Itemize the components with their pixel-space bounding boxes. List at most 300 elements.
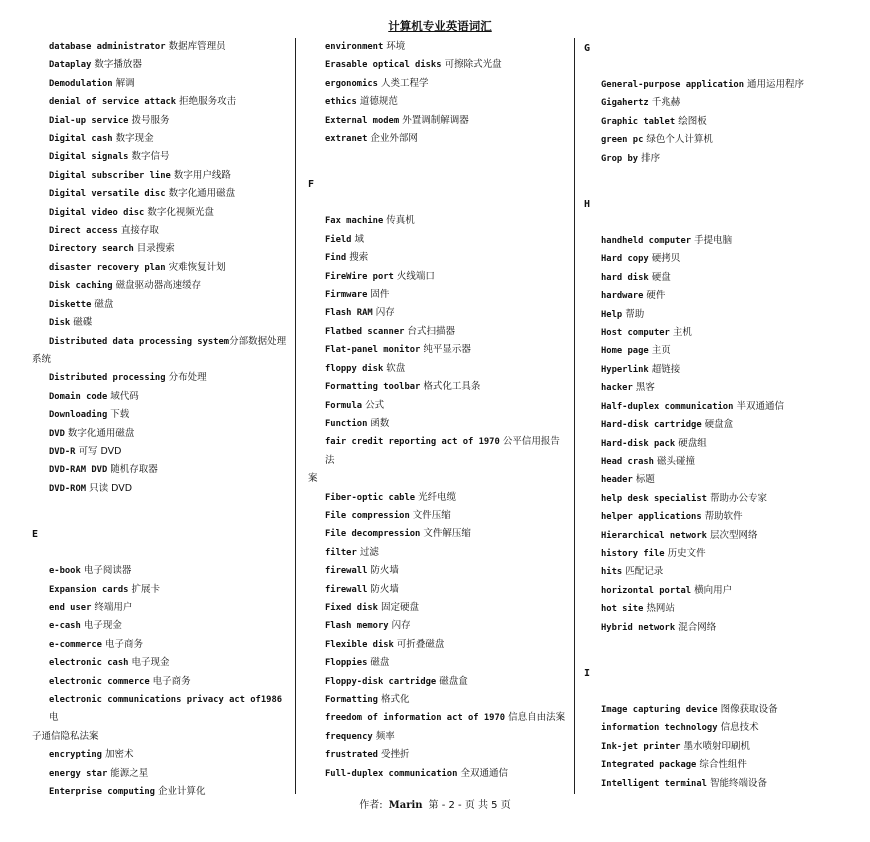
term-chinese: 数字现金 — [115, 133, 154, 145]
term-english: ethics — [325, 97, 357, 108]
term-chinese: 受挫折 — [381, 749, 410, 761]
column-3 — [584, 38, 846, 794]
term-chinese: 全双通通信 — [460, 767, 508, 779]
term-english: Host computer — [601, 328, 670, 339]
term-chinese: 闪存 — [375, 307, 395, 319]
term-chinese: 闪存 — [391, 620, 411, 632]
glossary-entry — [308, 525, 566, 543]
term-chinese: 超链接 — [651, 363, 681, 375]
glossary-entry — [584, 471, 846, 489]
term-english: header — [601, 475, 633, 486]
section-heading-e: E — [32, 529, 39, 541]
glossary-entry — [32, 461, 290, 479]
glossary-entry — [584, 131, 846, 149]
term-english: handheld computer — [601, 236, 692, 247]
term-chinese: 固件 — [370, 289, 390, 301]
term-english: Ink-jet printer — [601, 741, 681, 752]
glossary-entry — [32, 599, 290, 617]
term-english: Gigahertz — [601, 98, 649, 109]
glossary-entry — [308, 38, 566, 56]
glossary-entry — [584, 398, 846, 416]
glossary-entry — [308, 360, 566, 378]
glossary-entry — [584, 453, 846, 471]
glossary-entry — [32, 581, 290, 599]
term-english: Downloading — [49, 410, 108, 421]
term-english: Fiber-optic cable — [325, 492, 416, 503]
glossary-entry — [308, 75, 566, 93]
glossary-entry — [584, 563, 846, 581]
glossary-entry — [32, 654, 290, 672]
term-chinese: 防火墙 — [370, 583, 399, 595]
glossary-entry — [308, 507, 566, 525]
term-chinese: 软盘 — [386, 362, 406, 374]
glossary-entry — [584, 269, 846, 287]
glossary-entry — [308, 654, 566, 672]
glossary-entry — [32, 185, 290, 203]
term-english: Directory search — [49, 244, 134, 255]
term-english: Diskette — [49, 299, 92, 310]
term-english: helper applications — [601, 512, 702, 523]
term-english: hits — [601, 567, 623, 578]
term-chinese: 智能终端设备 — [709, 777, 767, 789]
glossary-entry — [584, 738, 846, 756]
term-chinese: 人类工程学 — [381, 77, 429, 89]
glossary-entry — [308, 746, 566, 764]
term-english: encrypting — [49, 750, 102, 761]
section-heading-i: I — [584, 667, 591, 679]
term-chinese: 电子现金 — [83, 620, 122, 632]
glossary-entry — [584, 150, 846, 168]
term-chinese: 硬盘盒 — [704, 419, 734, 431]
term-english: Digital subscriber line — [49, 170, 171, 181]
glossary-entry — [308, 673, 566, 691]
term-english: Hierarchical network — [601, 530, 707, 541]
term-english: Hybrid network — [601, 622, 676, 633]
term-english: Graphic tablet — [601, 116, 676, 127]
glossary-entry — [584, 306, 846, 324]
term-chinese: 绿色个人计算机 — [646, 134, 713, 146]
term-english: Flat-panel monitor — [325, 345, 421, 356]
glossary-entry — [584, 113, 846, 131]
glossary-entry — [308, 268, 566, 286]
glossary-entry — [308, 709, 566, 727]
term-chinese: 传真机 — [386, 215, 415, 227]
term-chinese: 道德规范 — [359, 96, 398, 108]
term-chinese: 磁盘 — [94, 298, 114, 310]
glossary-entry — [308, 765, 566, 783]
term-english: Find — [325, 253, 347, 264]
term-chinese: 随机存取器 — [110, 464, 158, 476]
term-english: environment — [325, 42, 384, 52]
term-chinese: 主页 — [651, 345, 671, 357]
term-english: Home page — [601, 346, 649, 357]
term-english: denial of service attack — [49, 97, 177, 108]
term-chinese: 下载 — [110, 409, 130, 421]
term-english: Flash RAM — [325, 308, 373, 319]
glossary-entry — [584, 287, 846, 305]
term-english: DVD-ROM — [49, 483, 87, 494]
section-heading-f: F — [308, 179, 315, 191]
term-english: Full-duplex communication — [325, 768, 458, 779]
term-chinese: 磁碟 — [73, 317, 93, 329]
term-chinese: 目录搜索 — [136, 243, 175, 255]
term-english: File decompression — [325, 529, 421, 540]
term-english: Grop by — [601, 153, 639, 164]
term-chinese: 硬盘组 — [678, 437, 707, 449]
term-chinese: 搜索 — [349, 252, 369, 264]
term-english: Help — [601, 309, 623, 320]
term-english: hardware — [601, 291, 644, 302]
term-english: Distributed processing — [49, 373, 166, 384]
term-english: Distributed data processing system — [49, 336, 230, 347]
glossary-entry — [584, 416, 846, 434]
term-chinese: 固定硬盘 — [381, 601, 420, 613]
glossary-entry — [308, 562, 566, 580]
glossary-entry — [32, 148, 290, 166]
term-chinese: 外置调制解调器 — [402, 114, 469, 126]
glossary-entry — [584, 701, 846, 719]
glossary-entry — [584, 775, 846, 793]
term-chinese: 历史文件 — [667, 547, 706, 559]
term-chinese: 数字化通用磁盘 — [168, 188, 236, 200]
term-chinese: 半双通通信 — [736, 400, 784, 412]
term-english: Dial-up service — [49, 115, 129, 126]
term-chinese: 电子阅读器 — [83, 565, 132, 577]
term-english: DVD-RAM DVD — [49, 465, 108, 476]
term-english: Enterprise computing — [49, 787, 155, 798]
term-chinese: 格式化工具条 — [423, 381, 481, 393]
term-english: hot site — [601, 604, 644, 615]
term-chinese: 磁盘 — [370, 657, 390, 669]
term-chinese: 电 — [49, 712, 59, 724]
term-english: Image capturing device — [601, 704, 718, 715]
section-heading-g: G — [584, 43, 591, 54]
term-english: DVD-R — [49, 446, 76, 457]
term-chinese: 层次型网络 — [709, 529, 758, 541]
term-english: Expansion cards — [49, 584, 129, 595]
glossary-entry — [308, 544, 566, 562]
glossary-entry — [308, 93, 566, 111]
term-english: electronic commerce — [49, 676, 150, 687]
glossary-entry — [584, 545, 846, 563]
term-english: Integrated package — [601, 760, 697, 771]
term-english: database administrator — [49, 42, 166, 52]
term-english: e-commerce — [49, 639, 102, 650]
term-english: end user — [49, 602, 92, 613]
glossary-entry — [32, 314, 290, 332]
glossary-entry — [584, 756, 846, 774]
term-chinese: 排序 — [641, 152, 661, 164]
glossary-entry — [584, 435, 846, 453]
page-footer — [0, 796, 870, 811]
term-english: Floppy-disk cartridge — [325, 676, 437, 687]
term-english: Function — [325, 418, 368, 429]
term-english: e-book — [49, 566, 81, 577]
term-english: Formatting — [325, 695, 378, 705]
term-chinese: 环境 — [386, 41, 406, 52]
glossary-entry — [32, 369, 290, 387]
glossary-entry — [32, 240, 290, 258]
term-chinese: 数字信号 — [131, 151, 170, 163]
term-english: Hard-disk cartridge — [601, 420, 702, 431]
term-english: Hard-disk pack — [601, 438, 676, 449]
glossary-entry — [584, 76, 846, 94]
term-english: history file — [601, 548, 665, 559]
term-chinese: 拒绝服务攻击 — [179, 96, 237, 108]
glossary-entry — [584, 527, 846, 545]
term-chinese: 磁头碰撞 — [657, 455, 696, 467]
glossary-entry — [32, 130, 290, 148]
glossary-entry — [308, 286, 566, 304]
term-english: filter — [325, 547, 357, 558]
term-chinese: 硬拷贝 — [651, 253, 681, 265]
section-heading-h: H — [584, 199, 591, 211]
term-english: extranet — [325, 134, 368, 145]
term-chinese: 域 — [354, 233, 365, 245]
glossary-entry — [584, 719, 846, 737]
glossary-entry — [308, 249, 566, 267]
term-english: firewall — [325, 566, 368, 577]
glossary-entry — [308, 599, 566, 617]
term-chinese: 千兆赫 — [651, 97, 681, 109]
term-english: Formula — [325, 400, 363, 411]
term-chinese: 加密术 — [105, 749, 134, 761]
term-chinese: 过滤 — [359, 546, 379, 558]
term-english: disaster recovery plan — [49, 262, 166, 273]
term-chinese: 图像获取设备 — [720, 703, 778, 715]
term-chinese: 分部数据处理 — [229, 335, 287, 347]
glossary-entry — [32, 93, 290, 111]
glossary-entry — [32, 765, 290, 783]
term-english: Digital versatile disc — [49, 189, 166, 200]
glossary-entry — [308, 617, 566, 635]
glossary-entry — [308, 112, 566, 130]
term-chinese: 企业外部网 — [370, 133, 418, 145]
column-divider — [574, 38, 575, 794]
term-chinese: 拨号服务 — [131, 114, 170, 126]
glossary-entry — [308, 304, 566, 322]
term-english: File compression — [325, 510, 410, 521]
term-chinese: 数字化通用磁盘 — [67, 427, 135, 439]
term-english: Fax machine — [325, 216, 384, 227]
term-chinese: 帮助软件 — [704, 511, 743, 523]
term-chinese: 直接存取 — [120, 225, 159, 237]
term-chinese: 墨水喷射印刷机 — [683, 740, 750, 752]
term-chinese: 主机 — [672, 327, 692, 339]
term-chinese: 可擦除式光盘 — [444, 59, 502, 71]
term-english: firewall — [325, 584, 368, 595]
glossary-entry — [584, 361, 846, 379]
term-chinese-continued: 系统 — [32, 353, 52, 365]
term-chinese: 数字用户线路 — [173, 169, 231, 181]
term-chinese: 公平信用报告法 — [325, 436, 560, 466]
term-english: Hard copy — [601, 254, 649, 265]
term-english: electronic communications privacy act of1986 — [49, 695, 283, 705]
term-chinese: 台式扫描器 — [407, 325, 455, 337]
term-chinese: 磁盘驱动器高速缓存 — [115, 280, 202, 292]
term-chinese-continued: 案 — [308, 473, 318, 485]
glossary-entry — [32, 425, 290, 443]
glossary-entry — [32, 388, 290, 406]
term-english: Formatting toolbar — [325, 382, 421, 393]
glossary-entry — [584, 508, 846, 526]
glossary-entry — [308, 415, 566, 433]
glossary-entry — [32, 673, 290, 691]
term-chinese: 可写 DVD — [78, 445, 122, 457]
glossary-entry — [32, 636, 290, 654]
glossary-entry — [308, 636, 566, 654]
glossary-entry — [308, 56, 566, 74]
glossary-entry — [32, 296, 290, 314]
glossary-entry — [308, 397, 566, 415]
term-english: hacker — [601, 383, 633, 394]
term-english: Firmware — [325, 290, 368, 301]
term-english: fair credit reporting act of 1970 — [325, 437, 500, 448]
term-english: energy star — [49, 768, 108, 779]
term-english: Head crash — [601, 456, 654, 467]
term-english: Erasable optical disks — [325, 60, 442, 71]
term-chinese: 分布处理 — [168, 372, 207, 384]
term-chinese: 通用运用程序 — [747, 79, 805, 90]
glossary-entry — [32, 480, 290, 498]
glossary-entry — [584, 324, 846, 342]
term-english: hard disk — [601, 272, 649, 283]
term-english: Intelligent terminal — [601, 778, 707, 789]
page-number: 第 - 2 - 页 共 5 页 — [428, 800, 511, 811]
term-english: Direct access — [49, 226, 118, 237]
glossary-entry — [584, 250, 846, 268]
term-english: Flash memory — [325, 621, 389, 632]
glossary-entry — [32, 75, 290, 93]
glossary-entry — [32, 443, 290, 461]
term-chinese: 数字化视频光盘 — [147, 206, 214, 218]
term-english: Fixed disk — [325, 602, 378, 613]
term-chinese-continued: 子通信隐私法案 — [32, 730, 99, 742]
author-name: Marin — [388, 800, 423, 811]
column-1 — [32, 38, 290, 798]
term-chinese: 帮助 — [625, 308, 645, 320]
term-chinese: 频率 — [375, 730, 395, 742]
term-chinese: 横向用户 — [694, 584, 733, 596]
term-chinese: 扩展卡 — [131, 583, 160, 595]
term-english: Flexible disk — [325, 639, 394, 650]
term-chinese: 火线端口 — [396, 270, 435, 282]
glossary-entry — [32, 38, 290, 56]
term-english: Disk — [49, 318, 71, 329]
term-chinese: 综合性组件 — [699, 759, 747, 771]
term-chinese: 公式 — [365, 399, 385, 411]
glossary-entry — [32, 406, 290, 424]
term-chinese: 电子商务 — [152, 675, 191, 687]
term-english: DVD — [49, 428, 65, 439]
column-2 — [308, 38, 566, 794]
glossary-entry — [32, 617, 290, 635]
glossary-entry — [308, 378, 566, 396]
glossary-entry — [308, 212, 566, 230]
glossary-entry — [308, 341, 566, 359]
glossary-entry — [308, 728, 566, 746]
term-chinese: 终端用户 — [94, 601, 133, 613]
term-chinese: 能源之星 — [110, 767, 149, 779]
glossary-entry — [584, 600, 846, 618]
term-chinese: 纯平显示器 — [423, 344, 471, 356]
term-chinese: 硬盘 — [651, 271, 671, 283]
term-chinese: 绘图板 — [678, 115, 707, 127]
term-english: Field — [325, 234, 352, 245]
term-chinese: 数据库管理员 — [168, 41, 226, 52]
glossary-entry — [308, 581, 566, 599]
term-english: Floppies — [325, 658, 368, 669]
glossary-entry — [32, 259, 290, 277]
term-chinese: 企业计算化 — [157, 786, 206, 798]
term-english: Demodulation — [49, 78, 113, 89]
glossary-entry — [308, 323, 566, 341]
glossary-entry — [32, 167, 290, 185]
glossary-entry — [32, 277, 290, 295]
term-chinese: 手提电脑 — [694, 235, 733, 247]
term-chinese: 文件压缩 — [412, 509, 451, 521]
term-chinese: 电子商务 — [105, 638, 144, 650]
term-chinese: 只读 DVD — [89, 482, 133, 494]
glossary-entry — [32, 204, 290, 222]
term-english: General-purpose application — [601, 80, 744, 90]
term-english: horizontal portal — [601, 585, 692, 596]
term-english: freedom of information act of 1970 — [325, 713, 506, 724]
glossary-entry — [584, 94, 846, 112]
column-divider — [295, 38, 296, 794]
glossary-entry — [32, 691, 290, 746]
term-chinese: 文件解压缩 — [423, 528, 471, 540]
term-chinese: 光纤电缆 — [418, 491, 457, 503]
term-english: information technology — [601, 723, 718, 734]
glossary-entry — [584, 342, 846, 360]
term-english: frustrated — [325, 750, 378, 761]
term-english: e-cash — [49, 621, 81, 632]
term-chinese: 黑客 — [635, 382, 655, 394]
glossary-entry — [584, 232, 846, 250]
term-english: Half-duplex communication — [601, 401, 734, 412]
term-chinese: 格式化 — [381, 694, 410, 705]
term-english: Digital cash — [49, 134, 113, 145]
glossary-entry — [308, 130, 566, 148]
glossary-entry — [308, 433, 566, 488]
term-chinese: 磁盘盒 — [439, 675, 468, 687]
glossary-entry — [308, 691, 566, 709]
term-english: Dataplay — [49, 60, 92, 71]
glossary-entry — [584, 379, 846, 397]
term-english: green pc — [601, 135, 644, 146]
term-chinese: 电子现金 — [131, 657, 170, 669]
glossary-entry — [32, 222, 290, 240]
term-english: ergonomics — [325, 78, 378, 89]
glossary-entry — [584, 582, 846, 600]
term-chinese: 灾难恢复计划 — [168, 261, 226, 273]
term-chinese: 热网站 — [646, 603, 675, 615]
term-chinese: 函数 — [370, 417, 390, 429]
author-label: 作者: — [359, 800, 383, 811]
glossary-entry — [32, 112, 290, 130]
term-chinese: 信息技术 — [720, 722, 759, 734]
term-chinese: 可折叠磁盘 — [396, 638, 445, 650]
term-english: Domain code — [49, 391, 108, 402]
term-chinese: 匹配记录 — [625, 566, 664, 578]
term-english: Digital signals — [49, 152, 129, 163]
term-english: help desk specialist — [601, 493, 707, 504]
term-english: electronic cash — [49, 658, 129, 669]
term-chinese: 硬件 — [646, 290, 666, 302]
term-english: FireWire port — [325, 271, 394, 282]
term-english: frequency — [325, 731, 373, 742]
